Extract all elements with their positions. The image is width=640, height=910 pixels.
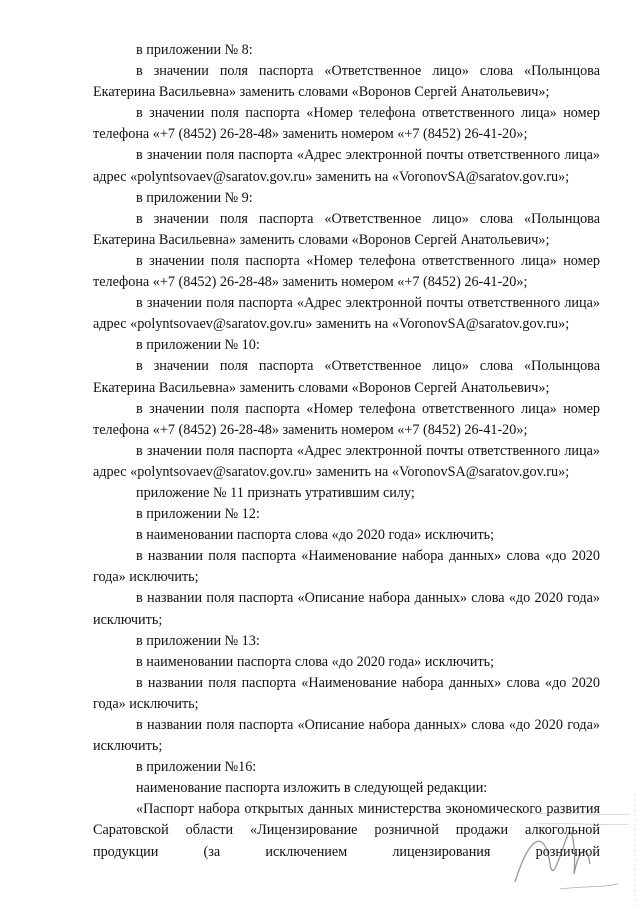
paragraph: в значении поля паспорта «Номер телефона ответственного лица» номер телефона «+7 (8452) 26-28-48» заменить номером «+7 (8452) 26-41-20»; [93, 400, 600, 438]
paragraph: в названии поля паспорта «Описание набора данных» слова «до 2020 года» исключить; [93, 590, 600, 628]
paragraph: в приложении № 13: [136, 632, 260, 649]
paragraph: в наименовании паспорта слова «до 2020 года» исключить; [136, 527, 495, 544]
paragraph: в значении поля паспорта «Номер телефона ответственного лица» номер телефона «+7 (8452) 26-28-48» заменить номером «+7 (8452) 26-41-20»; [93, 252, 600, 291]
signature-mark [490, 794, 640, 905]
paragraph: в приложении № 12: [136, 506, 260, 523]
document-body [93, 40, 600, 863]
paragraph: в названии поля паспорта «Описание набора данных» слова «до 2020 года» исключить; [93, 717, 600, 755]
paragraph: в наименовании паспорта слова «до 2020 года» исключить; [136, 653, 495, 670]
paragraph: приложение № 11 признать утратившим силу; [136, 484, 415, 501]
paragraph: в значении поля паспорта «Адрес электронной почты ответственного лица» адрес «polyntsovaev@saratov.gov.ru» заменить на «VoronovSA@saratov.gov.ru»; [93, 295, 600, 333]
paragraph: в названии поля паспорта «Наименование набора данных» слова «до 2020 года» исключить; [93, 548, 600, 586]
paragraph: в названии поля паспорта «Наименование набора данных» слова «до 2020 года» исключить; [93, 674, 600, 712]
paragraph: в значении поля паспорта «Ответственное лицо» слова «Полынцова Екатерина Васильевна» заменить словами «Воронов Сергей Анатольевич»; [93, 63, 600, 101]
paragraph: в значении поля паспорта «Ответственное лицо» слова «Полынцова Екатерина Васильевна» заменить словами «Воронов Сергей Анатольевич»; [93, 358, 600, 396]
paragraph: в значении поля паспорта «Адрес электронной почты ответственного лица» адрес «polyntsovaev@saratov.gov.ru» заменить на «VoronovSA@saratov.gov.ru»; [93, 147, 600, 185]
paragraph: наименование паспорта изложить в следующей редакции: [136, 780, 488, 797]
paragraph: в значении поля паспорта «Адрес электронной почты ответственного лица» адрес «polyntsovaev@saratov.gov.ru» заменить на «VoronovSA@saratov.gov.ru»; [93, 442, 600, 480]
paragraph: в приложении №16: [136, 759, 257, 776]
paragraph: в приложении № 10: [136, 337, 260, 354]
paragraph: в значении поля паспорта «Ответственное лицо» слова «Полынцова Екатерина Васильевна» заменить словами «Воронов Сергей Анатольевич»; [93, 210, 600, 248]
signature-stamp [490, 794, 640, 905]
paragraph: в приложении № 8: [136, 42, 253, 58]
paragraph: «Паспорт набора открытых данных министерства экономического развития Саратовской области «Лицензирование розничной продажи алкогольной продукции (за исключением лицензирования розничной [93, 801, 600, 860]
paragraph: в значении поля паспорта «Номер телефона ответственного лица» номер телефона «+7 (8452) 26-28-48» заменить номером «+7 (8452) 26-41-20»; [93, 105, 600, 143]
paragraph: в приложении № 9: [136, 189, 253, 206]
